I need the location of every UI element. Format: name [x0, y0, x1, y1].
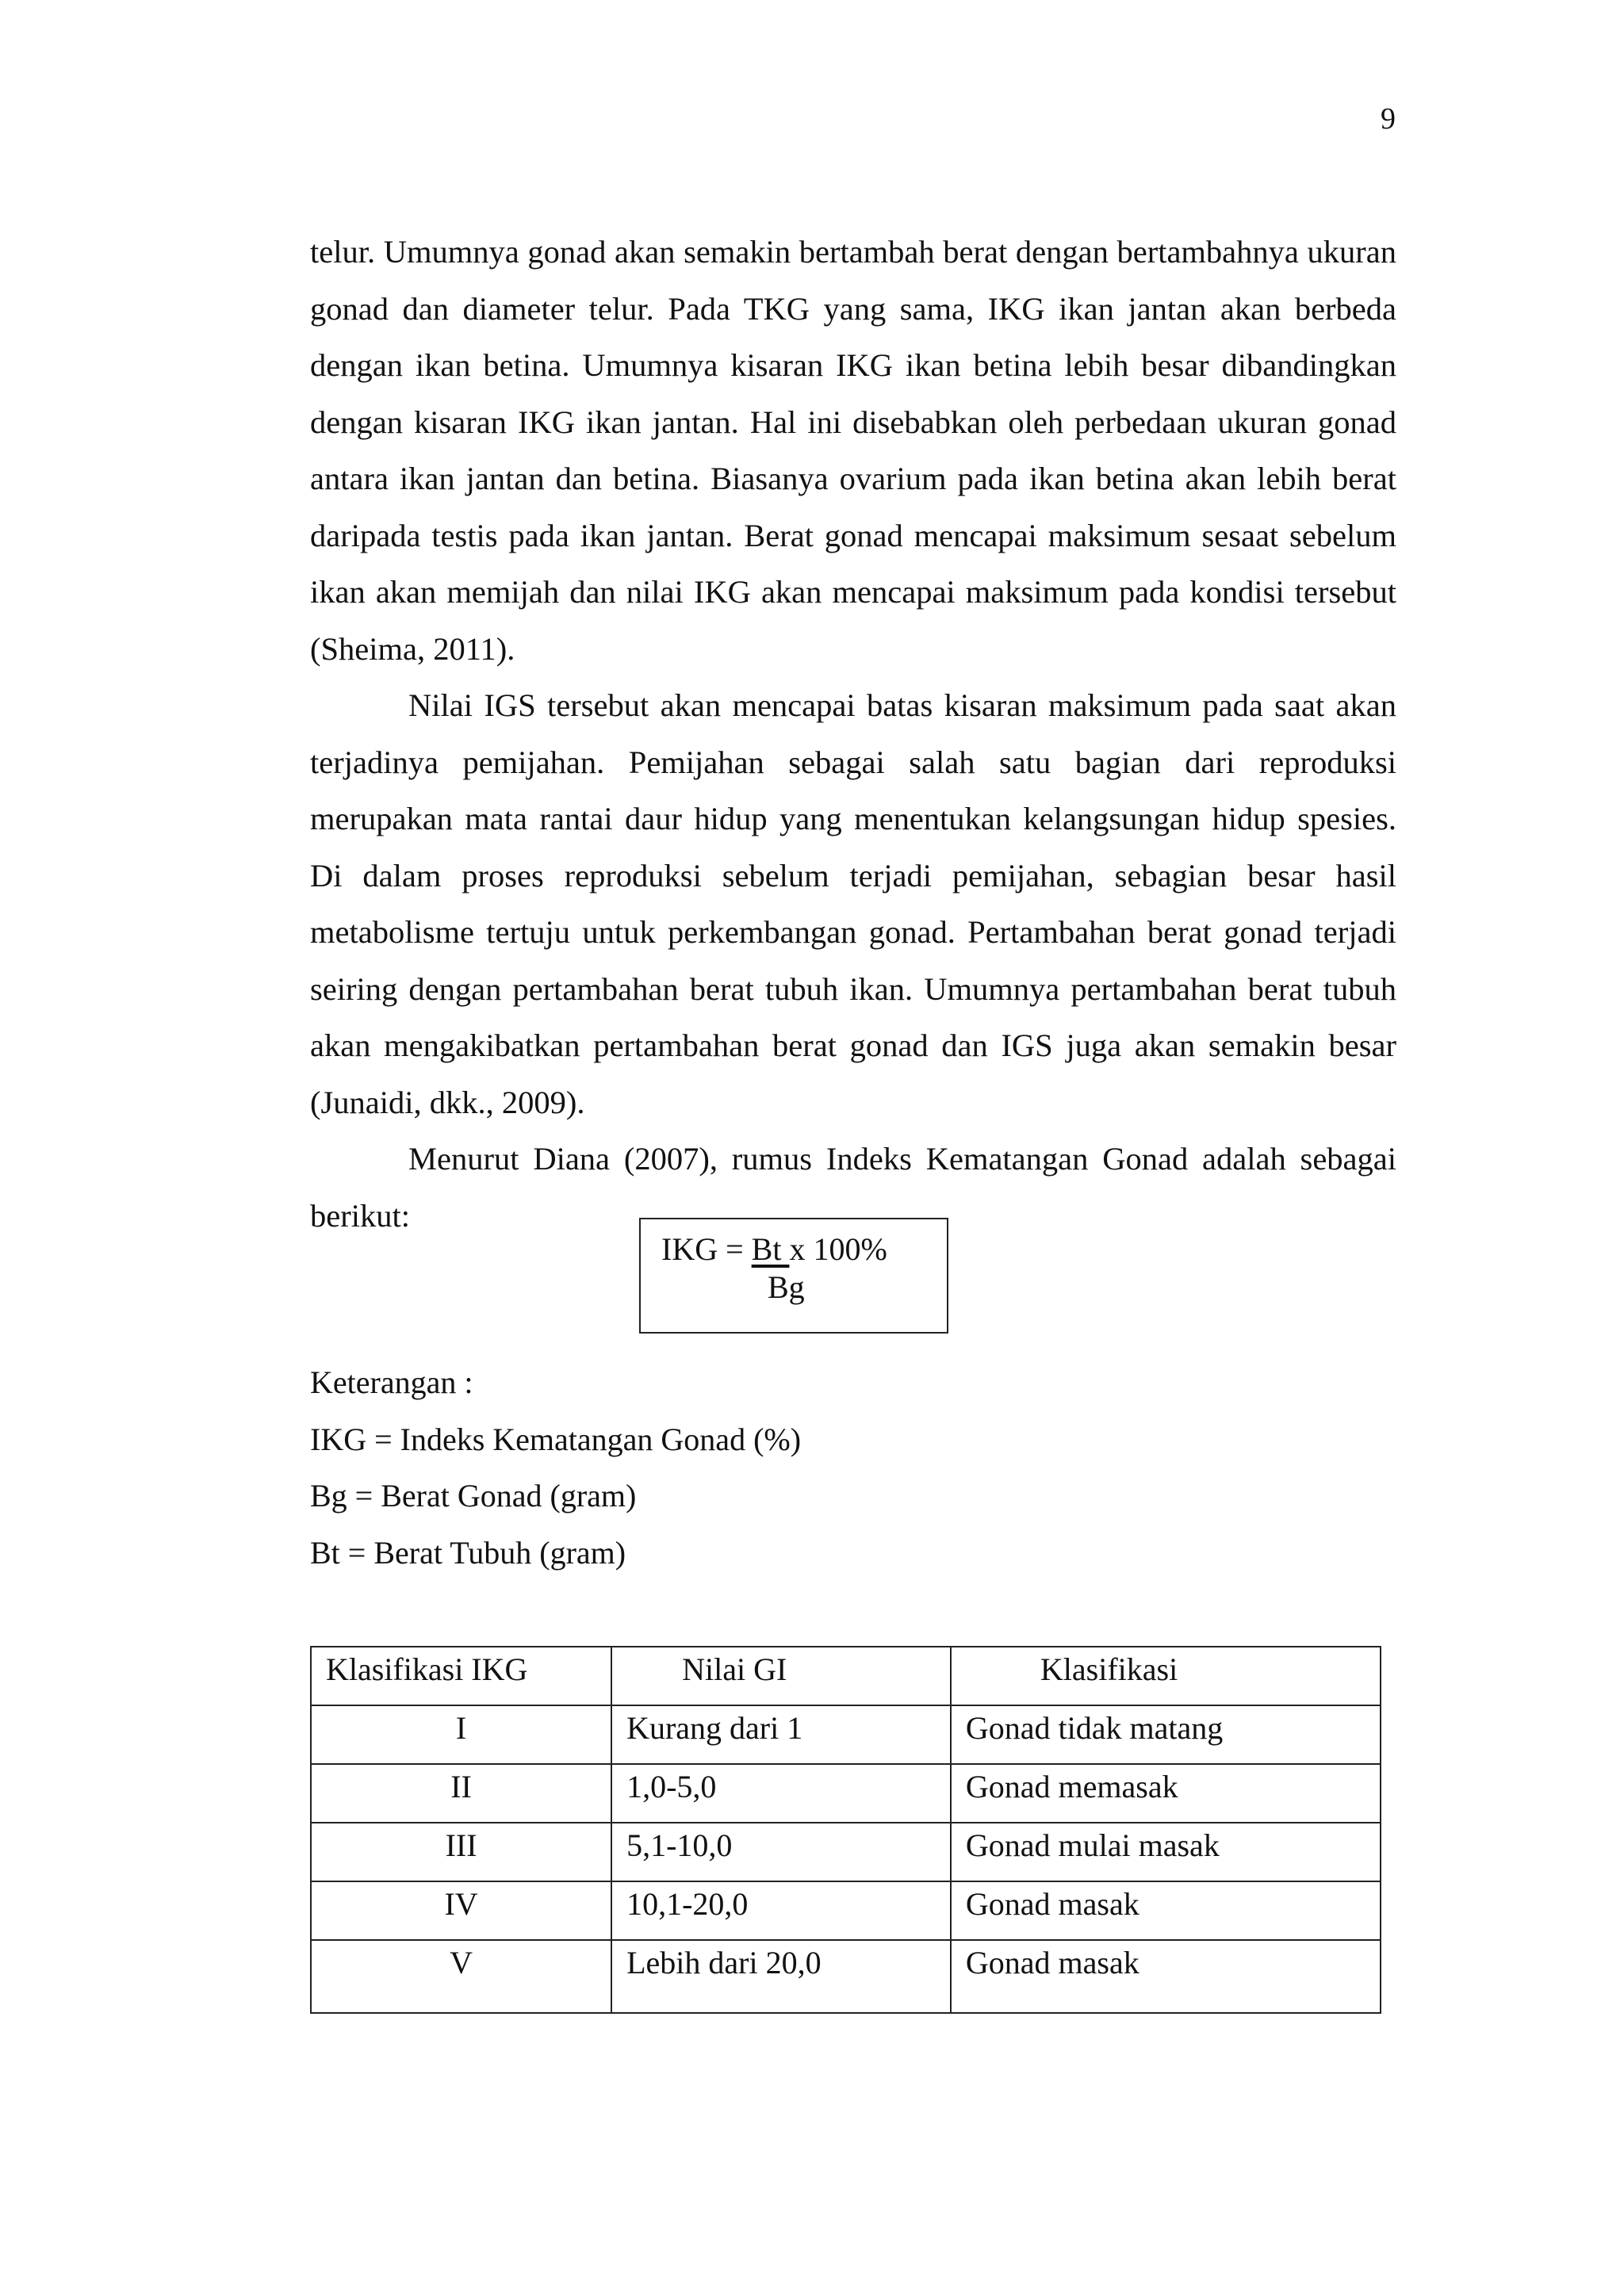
paragraph-text: Menurut Diana (2007), rumus Indeks Kematangan Gonad adalah sebagai berikut:	[310, 1141, 1396, 1234]
table-cell-value: Lebih dari 20,0	[611, 1940, 951, 2013]
table-row	[311, 1940, 1381, 2013]
table-header-klasifikasi: Klasifikasi	[951, 1647, 1381, 1705]
table-header-klasifikasi-ikg: Klasifikasi IKG	[311, 1647, 611, 1705]
formula-legend	[310, 1354, 801, 1581]
paragraph-text: telur. Umumnya gonad akan semakin bertambah berat dengan bertambahnya ukuran gonad dan diameter telur. Pada TKG yang sama, IKG ikan jantan akan berbeda dengan ikan betina. Umumnya kisaran IKG ikan betina lebih besar dibandingkan dengan kisaran IKG ikan jantan. Hal ini disebabkan oleh perbedaan ukuran gonad antara ikan jantan dan betina. Biasanya ovarium pada ikan betina akan lebih berat daripada testis pada ikan jantan. Berat gonad mencapai maksimum sesaat sebelum ikan akan memijah dan nilai IKG akan mencapai maksimum pada kondisi tersebut (Sheima, 2011).	[310, 234, 1396, 667]
table-header-nilai-gi: Nilai GI	[611, 1647, 951, 1705]
table-cell-value: 10,1-20,0	[611, 1881, 951, 1940]
legend-item-ikg: IKG = Indeks Kematangan Gonad (%)	[310, 1421, 802, 1457]
paragraph-text: Nilai IGS tersebut akan mencapai batas kisaran maksimum pada saat akan terjadinya pemijahan. Pemijahan sebagai salah satu bagian dari reproduksi merupakan mata rantai daur hidup yang menentukan kelangsungan hidup spesies. Di dalam proses reproduksi sebelum terjadi pemijahan, sebagian besar hasil metabolisme tertuju untuk perkembangan gonad. Pertambahan berat gonad terjadi seiring dengan pertambahan berat tubuh ikan. Umumnya pertambahan berat tubuh akan mengakibatkan pertambahan berat gonad dan IGS juga akan semakin besar (Junaidi, dkk., 2009).	[310, 687, 1396, 1120]
ikg-formula-box	[639, 1218, 948, 1334]
table-cell-description: Gonad tidak matang	[951, 1705, 1381, 1764]
formula-multiplier: x 100%	[789, 1231, 887, 1267]
formula-line	[661, 1230, 887, 1268]
table-cell-description: Gonad masak	[951, 1940, 1381, 2013]
table-header-row	[311, 1647, 1381, 1705]
page-number: 9	[1381, 102, 1396, 136]
table-cell-class: I	[311, 1705, 611, 1764]
paragraph-spawning	[310, 677, 1396, 1131]
table-cell-class: IV	[311, 1881, 611, 1940]
legend-item-bg: Bg = Berat Gonad (gram)	[310, 1478, 637, 1513]
table-cell-description: Gonad mulai masak	[951, 1823, 1381, 1881]
formula-lhs: IKG =	[661, 1231, 744, 1267]
table-cell-class: II	[311, 1764, 611, 1823]
table-cell-description: Gonad masak	[951, 1881, 1381, 1940]
table-cell-value: 1,0-5,0	[611, 1764, 951, 1823]
table-cell-value: Kurang dari 1	[611, 1705, 951, 1764]
formula-denominator: Bg	[768, 1269, 805, 1305]
legend-item-bt: Bt = Berat Tubuh (gram)	[310, 1534, 626, 1571]
table-cell-value: 5,1-10,0	[611, 1823, 951, 1881]
paragraph-gonad-weight	[310, 224, 1396, 677]
table-cell-description: Gonad memasak	[951, 1764, 1381, 1823]
table-row	[311, 1705, 1381, 1764]
formula-numerator: Bt	[751, 1231, 790, 1267]
table-row	[311, 1881, 1381, 1940]
table-row	[311, 1764, 1381, 1823]
table-cell-class: V	[311, 1940, 611, 2013]
table-row	[311, 1823, 1381, 1881]
legend-title: Keterangan :	[310, 1364, 473, 1400]
table-cell-class: III	[311, 1823, 611, 1881]
ikg-classification-table	[310, 1646, 1381, 2014]
